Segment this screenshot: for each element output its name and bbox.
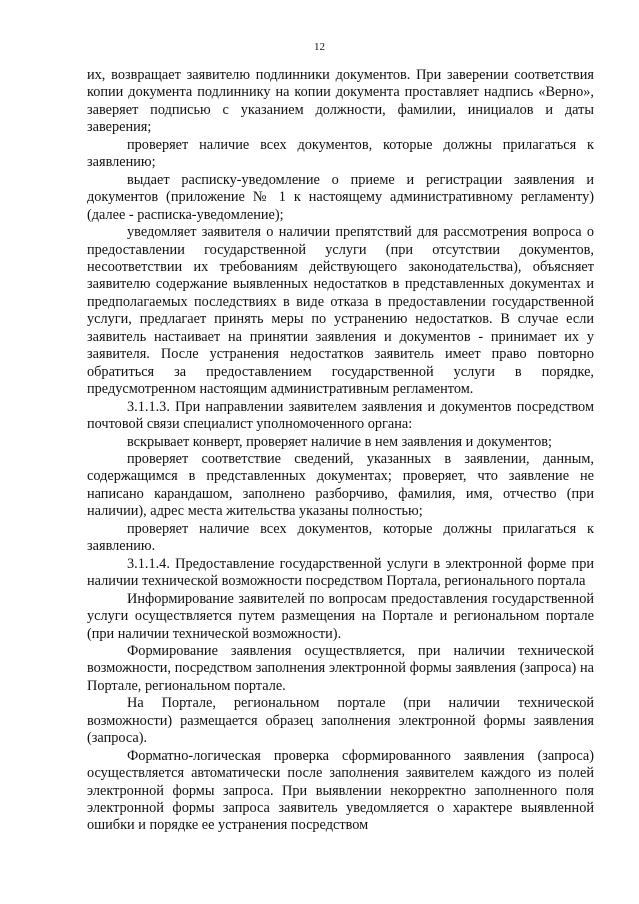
paragraph: проверяет наличие всех документов, которые должны прилагаться к заявлению. bbox=[87, 520, 594, 555]
paragraph: Информирование заявителей по вопросам предоставления государственной услуги осуществляется путем размещения на Портале и региональном портале (при наличии технической возможности). bbox=[87, 590, 594, 642]
paragraph: проверяет соответствие сведений, указанных в заявлении, данным, содержащимся в представленных документах; проверяет, что заявление не написано карандашом, заполнено разборчиво, фамилия, имя, отчество (при наличии), адрес места жительства указаны полностью; bbox=[87, 450, 594, 520]
paragraph-continuation: их, возвращает заявителю подлинники документов. При заверении соответствия копии документа подлиннику на копии документа проставляет надпись «Верно», заверяет подписью с указанием должности, фамилии, инициалов и даты заверения; bbox=[87, 67, 594, 136]
paragraph: На Портале, региональном портале (при наличии технической возможности) размещается образец заполнения электронной формы заявления (запроса). bbox=[87, 695, 594, 747]
paragraph: вскрывает конверт, проверяет наличие в нем заявления и документов; bbox=[127, 433, 552, 450]
paragraph: Формирование заявления осуществляется, при наличии технической возможности, посредством заполнения электронной формы заявления (запроса) на Портале, региональном портале. bbox=[87, 642, 594, 694]
paragraph-section-3-1-1-3: 3.1.1.3. При направлении заявителем заявления и документов посредством почтовой связи специалист уполномоченного органа: bbox=[87, 398, 594, 433]
paragraph-section-3-1-1-4: 3.1.1.4. Предоставление государственной услуги в электронной форме при наличии технической возможности посредством Портала, регионального портала bbox=[87, 555, 594, 590]
paragraph: уведомляет заявителя о наличии препятствий для рассмотрения вопроса о предоставлении государственной услуги (при отсутствии документов, несоответствии их требованиям действующего законодательства), объясняет заявителю содержание выявленных недостатков в представленных документах и предполагаемых последствиях в виде отказа в предоставлении государственной услуги, предлагает принять меры по устранению недостатков. В случае если заявитель настаивает на принятии заявления и документов - принимает их у заявителя. После устранения недостатков заявитель имеет право повторно обратиться за предоставлением государственной услуги в порядке, предусмотренном настоящим административным регламентом. bbox=[87, 224, 594, 398]
page-number: 12 bbox=[314, 41, 325, 53]
paragraph: проверяет наличие всех документов, которые должны прилагаться к заявлению; bbox=[87, 136, 594, 171]
paragraph: выдает расписку-уведомление о приеме и регистрации заявления и документов (приложение № 1 к настоящему административному регламенту) (далее - расписка-уведомление); bbox=[87, 171, 594, 223]
paragraph: Форматно-логическая проверка сформированного заявления (запроса) осуществляется автоматически после заполнения заявителем каждого из полей электронной формы запроса. При выявлении некорректно заполненного поля электронной формы запроса заявитель уведомляется о характере выявленной ошибки и порядке ее устранения посредством bbox=[87, 747, 594, 834]
document-body bbox=[87, 67, 594, 835]
